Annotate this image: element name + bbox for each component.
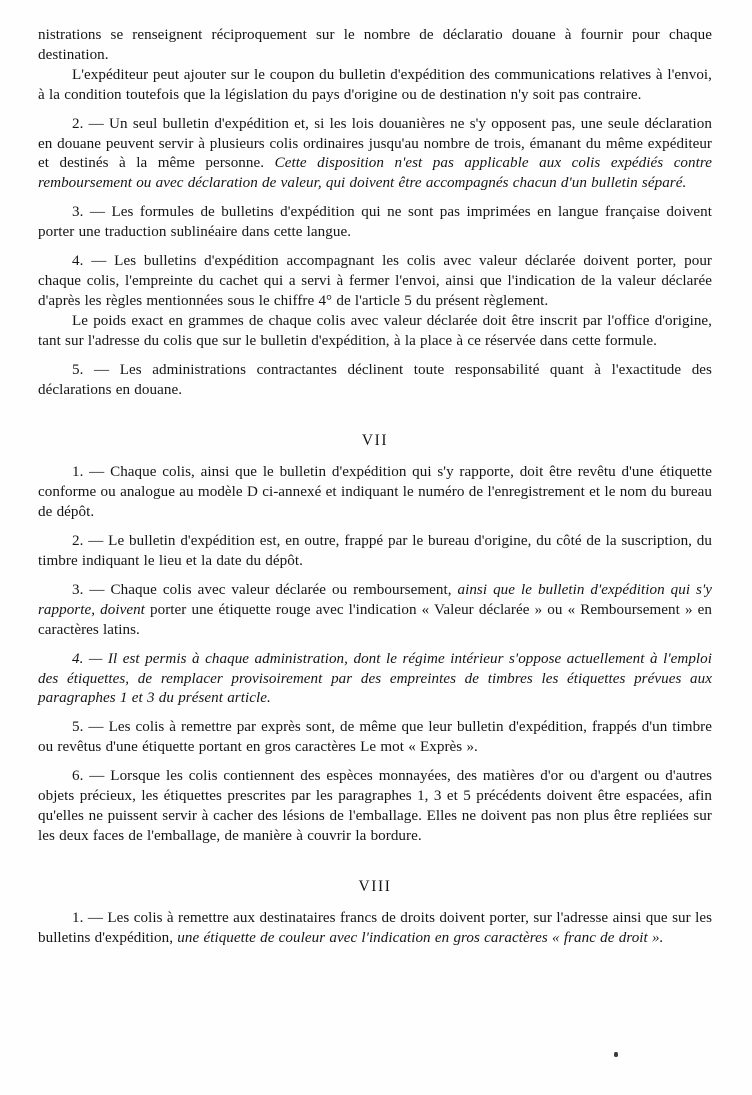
- vii-clause-2-text: Le bulletin d'expédition est, en outre, frappé par le bureau d'origine, du côté de la suscription, du timbre indiquant le lieu et la date du dépôt.: [38, 533, 712, 570]
- continuation-line-1: nistrations se renseignent réciproquement sur le nombre de déclaratio: [38, 27, 503, 43]
- clause-4: [38, 252, 712, 312]
- section-heading-vii: VII: [361, 432, 389, 450]
- viii-clause-1-roman: Les colis à remettre aux destinataires francs de droits doivent porter, sur l'adresse ainsi que sur les bulletins d'expédition,: [38, 909, 713, 946]
- viii-clause-1-lead: 1. —: [72, 909, 103, 926]
- clause-2-lead: 2. —: [72, 115, 104, 132]
- ink-speck-artifact: [614, 1052, 618, 1057]
- clause-2-roman: Un seul bulletin d'expédition et, si les lois douanières ne s'y opposent pas, une seule déclaration en douane peuvent servir à plusieurs colis ordinaires jusqu'au nombre de trois, émanant du même expéditeur et destinés à la même personne.: [38, 115, 712, 172]
- vii-clause-3-lead: 3. —: [72, 581, 105, 598]
- vii-clause-1: [38, 463, 712, 523]
- clause-4-text: Les bulletins d'expédition accompagnant les colis avec valeur déclarée doivent porter, pour chaque colis, l'empreinte du cachet qui a servi à fermer l'envoi, ainsi que l'indication de la valeur déclarée d'après les règles mentionnées sous le chiffre 4° de l'article 5 du présent règlement.: [38, 253, 712, 309]
- clause-3: [38, 203, 712, 243]
- vii-clause-6-text: Lorsque les colis contiennent des espèces monnayées, des matières d'or ou d'argent ou d'autres objets précieux, les étiquettes prescrites par les paragraphes 1, 3 et 5 précédents doivent être espacées, afin qu'elles ne puissent servir à cacher des lésions de l'emballage. Elles ne doivent pas non plus être repliées sur les deux faces de l'emballage, de manière à couvrir la bordure.: [38, 768, 712, 844]
- paragraph-expediteur: L'expéditeur peut ajouter sur le coupon du bulletin d'expédition des communications relatives à l'envoi, à la condition toutefois que la législation du pays d'origine ou de destination n'y soit pas contraire.: [38, 66, 712, 103]
- text-column: [38, 26, 712, 949]
- vii-clause-2: [38, 532, 712, 572]
- vii-clause-5-lead: 5. —: [72, 719, 104, 736]
- vii-clause-6: [38, 767, 712, 847]
- section-heading-viii: VIII: [358, 877, 392, 895]
- clause-4-lead: 4. —: [72, 253, 107, 270]
- vii-clause-1-text: Chaque colis, ainsi que le bulletin d'expédition qui s'y rapporte, doit être revêtu d'une étiquette conforme ou analogue au modèle D ci-annexé et indiquant le numéro de l'enregistrement et le nom du bureau de dépôt.: [38, 464, 712, 521]
- paragraph-poids: Le poids exact en grammes de chaque colis avec valeur déclarée doit être inscrit par l'office d'origine, tant sur l'adresse du colis que sur le bulletin d'expédition, à la place à ce réservée dans cette formule.: [38, 312, 712, 349]
- vii-clause-5-text: Les colis à remettre par exprès sont, de même que leur bulletin d'expédition, frappés d'un timbre ou revêtus d'une étiquette portant en gros caractères Le mot « Exprès ».: [38, 719, 713, 756]
- clause-2-italic: Cette disposition n'est pas applicable aux colis expédiés contre remboursement ou avec déclaration de valeur, qui doivent être accompagnés chacun d'un bulletin séparé.: [38, 155, 712, 192]
- vii-clause-3-roman-1: Chaque colis avec valeur déclarée ou remboursement,: [104, 581, 458, 598]
- clause-5-lead: 5. —: [72, 361, 110, 378]
- vii-clause-2-lead: 2. —: [72, 533, 104, 550]
- clause-3-text: Les formules de bulletins d'expédition qui ne sont pas imprimées en langue française doivent porter une traduction sublinéaire dans cette langue.: [38, 204, 713, 241]
- vii-clause-5: [38, 718, 712, 758]
- clause-3-lead: 3. —: [72, 204, 106, 221]
- vii-clause-3-italic: ainsi que le bulletin d'expédition qui s'y rapporte, doivent: [38, 581, 712, 618]
- viii-clause-1-italic: une étiquette de couleur avec l'indication en gros caractères « franc de droit ».: [177, 929, 664, 946]
- viii-clause-1: [38, 909, 712, 949]
- vii-clause-3: [38, 581, 712, 641]
- clause-5: [38, 361, 712, 401]
- clause-2: [38, 115, 712, 195]
- paragraph-continuation: [38, 26, 712, 66]
- vii-clause-4-text: Il est permis à chaque administration, dont le régime intérieur s'oppose actuellement à l'emploi des étiquettes, de remplacer provisoirement par des empreintes de timbres les étiquettes prévues aux paragraphes 1 et 3 du présent article.: [38, 650, 712, 707]
- vii-clause-4: [38, 650, 712, 710]
- vii-clause-1-lead: 1. —: [72, 464, 105, 481]
- vii-clause-4-lead: 4. —: [72, 650, 103, 667]
- vii-clause-6-lead: 6. —: [72, 768, 105, 785]
- clause-5-text: Les administrations contractantes déclinent toute responsabilité quant à l'exactitude des déclarations en douane.: [38, 361, 712, 398]
- vii-clause-3-roman-2: porter une étiquette rouge avec l'indication « Valeur déclarée » ou « Remboursement » en caractères latins.: [38, 601, 712, 638]
- continuation-line-2: douane à fournir pour chaque destination.: [38, 27, 712, 63]
